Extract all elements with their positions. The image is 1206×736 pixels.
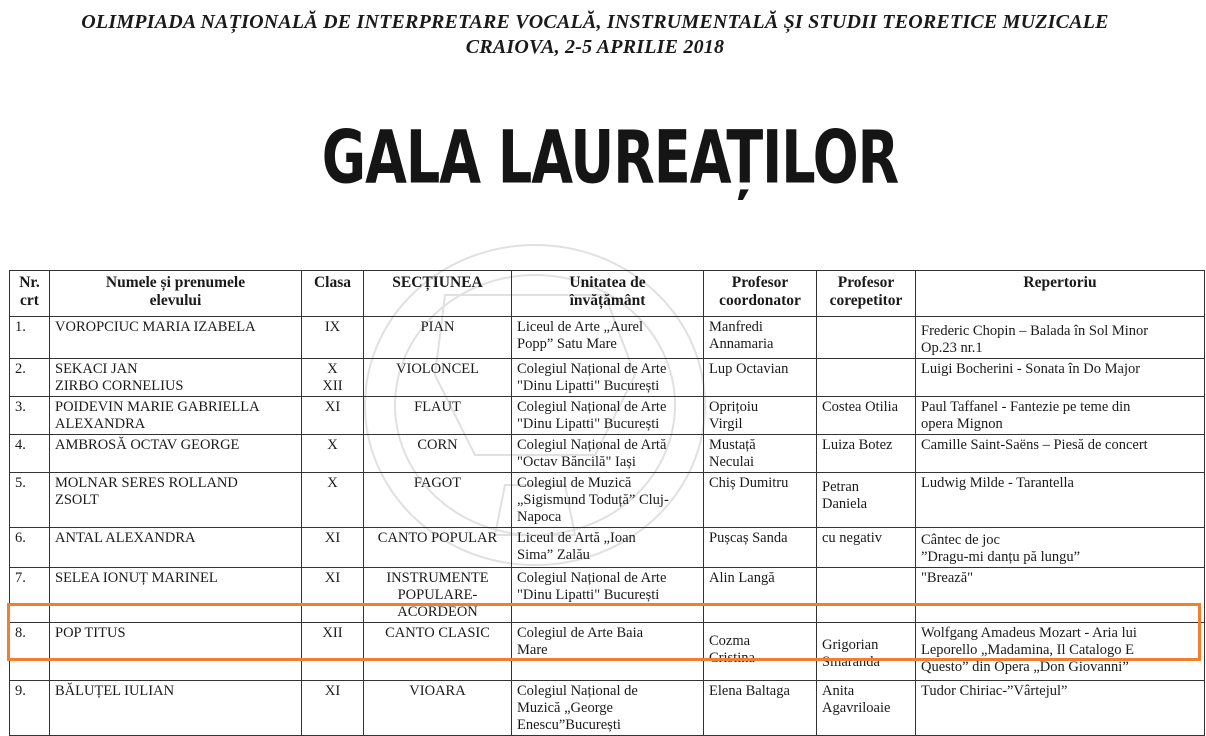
cell-sectiunea-line: FLAUT <box>414 399 461 415</box>
cell-repertoriu-line: Tudor Chiriac-”Vârtejul” <box>921 683 1068 699</box>
cell-coordonator-line: Manfredi <box>709 319 763 335</box>
cell-clasa <box>302 359 364 397</box>
header-repertoriu-line: Repertoriu <box>1023 274 1097 291</box>
cell-nr: 1. <box>10 317 50 359</box>
cell-nr: 5. <box>10 473 50 528</box>
cell-nr: 2. <box>10 359 50 397</box>
cell-clasa <box>302 435 364 473</box>
cell-unitatea-line: Enescu”București <box>517 717 621 733</box>
cell-repertoriu-line: Questo” din Opera „Don Giovanni” <box>921 659 1129 675</box>
cell-coordonator <box>704 681 817 736</box>
header-corepetitor <box>817 271 916 317</box>
header-name <box>50 271 302 317</box>
header-unitatea <box>512 271 704 317</box>
cell-coordonator <box>704 359 817 397</box>
cell-corepetitor <box>817 623 916 681</box>
cell-corepetitor-line: Agavriloaie <box>822 700 891 716</box>
cell-unitatea-line: Liceul de Arte „Aurel <box>517 319 644 335</box>
cell-sectiunea <box>364 528 512 568</box>
cell-coordonator-line: Virgil <box>709 416 743 432</box>
cell-name <box>50 317 302 359</box>
header-coordonator-line: Profesor <box>731 274 789 291</box>
cell-nr: 6. <box>10 528 50 568</box>
cell-sectiunea-line: INSTRUMENTE <box>386 570 489 586</box>
cell-repertoriu <box>916 681 1205 736</box>
cell-repertoriu <box>916 317 1205 359</box>
header-clasa-line: Clasa <box>313 274 352 291</box>
header-corepetitor-line: Profesor <box>837 274 895 291</box>
cell-sectiunea-line: CANTO CLASIC <box>385 625 490 641</box>
cell-unitatea <box>512 681 704 736</box>
cell-clasa-line: X <box>327 361 338 377</box>
cell-clasa <box>302 681 364 736</box>
cell-corepetitor <box>817 435 916 473</box>
header-sectiunea <box>364 271 512 317</box>
cell-unitatea-line: Colegiul de Arte Baia <box>517 625 644 641</box>
cell-clasa-line: X <box>327 437 338 453</box>
cell-coordonator <box>704 435 817 473</box>
cell-name <box>50 528 302 568</box>
cell-name <box>50 359 302 397</box>
header-name-line: Numele și prenumele <box>105 274 246 291</box>
cell-clasa <box>302 568 364 623</box>
cell-coordonator <box>704 473 817 528</box>
cell-repertoriu-line: Camille Saint-Saëns – Piesă de concert <box>921 437 1148 453</box>
cell-sectiunea-line: CANTO POPULAR <box>377 530 498 546</box>
cell-name <box>50 473 302 528</box>
cell-repertoriu <box>916 397 1205 435</box>
cell-unitatea-line: Liceul de Artă „Ioan <box>517 530 636 546</box>
header-unitatea-line: învățământ <box>569 292 646 309</box>
cell-coordonator-line: Lup Octavian <box>709 361 789 377</box>
cell-coordonator-line: Cristina <box>709 650 755 666</box>
cell-clasa-line: XII <box>322 625 343 641</box>
cell-sectiunea <box>364 317 512 359</box>
cell-unitatea <box>512 317 704 359</box>
cell-corepetitor-line: Smaranda <box>822 654 880 670</box>
cell-clasa <box>302 528 364 568</box>
header-coordonator <box>704 271 817 317</box>
cell-unitatea <box>512 397 704 435</box>
cell-unitatea-line: "Dinu Lipatti" București <box>517 587 660 603</box>
cell-corepetitor-line: Luiza Botez <box>822 437 893 453</box>
cell-name-line: ZIRBO CORNELIUS <box>55 378 184 394</box>
cell-sectiunea-line: VIOLONCEL <box>396 361 479 377</box>
cell-unitatea <box>512 568 704 623</box>
cell-clasa <box>302 397 364 435</box>
cell-repertoriu-line: Frederic Chopin – Balada în Sol Minor <box>921 323 1149 339</box>
cell-unitatea-line: Popp” Satu Mare <box>517 336 617 352</box>
cell-nr: 9. <box>10 681 50 736</box>
cell-corepetitor <box>817 681 916 736</box>
cell-name-line: ANTAL ALEXANDRA <box>55 530 196 546</box>
cell-nr: 8. <box>10 623 50 681</box>
cell-sectiunea-line: FAGOT <box>413 475 462 491</box>
cell-coordonator-line: Cozma <box>709 633 751 649</box>
cell-corepetitor <box>817 317 916 359</box>
header-clasa <box>302 271 364 317</box>
cell-unitatea-line: Colegiul Național de Artă <box>517 437 667 453</box>
table-row <box>10 568 1205 623</box>
table-row <box>10 317 1205 359</box>
table-row <box>10 359 1205 397</box>
cell-corepetitor <box>817 528 916 568</box>
cell-coordonator <box>704 317 817 359</box>
cell-corepetitor-line: Grigorian <box>822 637 879 653</box>
table-header-row <box>10 271 1205 317</box>
header-nr <box>10 271 50 317</box>
cell-unitatea-line: Colegiul de Muzică <box>517 475 632 491</box>
cell-name <box>50 623 302 681</box>
cell-name-line: BĂLUȚEL IULIAN <box>55 683 175 699</box>
table-row <box>10 435 1205 473</box>
header-corepetitor-line: corepetitor <box>829 292 903 309</box>
cell-unitatea <box>512 473 704 528</box>
cell-coordonator-line: Annamaria <box>709 336 774 352</box>
cell-unitatea-line: Muzică „George <box>517 700 613 716</box>
cell-corepetitor-line: cu negativ <box>822 530 882 546</box>
cell-sectiunea-line: VIOARA <box>409 683 466 699</box>
cell-unitatea <box>512 359 704 397</box>
cell-coordonator <box>704 568 817 623</box>
cell-corepetitor-line: Anita <box>822 683 855 699</box>
cell-coordonator-line: Neculai <box>709 454 755 470</box>
cell-unitatea-line: Colegiul Național de <box>517 683 638 699</box>
cell-sectiunea-line: ACORDEON <box>397 604 478 620</box>
cell-repertoriu-line: Op.23 nr.1 <box>921 340 983 356</box>
cell-clasa-line: X <box>327 475 338 491</box>
cell-coordonator-line: Elena Baltaga <box>709 683 790 699</box>
cell-clasa-line: XI <box>324 399 341 415</box>
header-coordonator-line: coordonator <box>719 292 801 309</box>
cell-corepetitor <box>817 397 916 435</box>
cell-clasa-line: XI <box>324 683 341 699</box>
cell-repertoriu-line: Luigi Bocherini - Sonata în Do Major <box>921 361 1141 377</box>
cell-unitatea-line: Colegiul Național de Arte <box>517 399 667 415</box>
cell-nr: 4. <box>10 435 50 473</box>
cell-corepetitor-line: Daniela <box>822 496 868 512</box>
cell-name-line: POIDEVIN MARIE GABRIELLA <box>55 399 260 415</box>
cell-name-line: SELEA IONUȚ MARINEL <box>55 570 218 586</box>
cell-unitatea-line: Colegiul Național de Arte <box>517 361 667 377</box>
cell-repertoriu <box>916 528 1205 568</box>
page-title: GALA LAUREAȚILOR <box>321 114 899 200</box>
cell-clasa-line: XI <box>324 570 341 586</box>
cell-repertoriu-line: Ludwig Milde - Tarantella <box>921 475 1074 491</box>
cell-repertoriu <box>916 359 1205 397</box>
cell-unitatea-line: Mare <box>517 642 548 658</box>
cell-repertoriu <box>916 473 1205 528</box>
cell-name-line: AMBROSĂ OCTAV GEORGE <box>55 437 240 453</box>
cell-sectiunea <box>364 435 512 473</box>
cell-repertoriu-line: Wolfgang Amadeus Mozart - Aria lui <box>921 625 1137 641</box>
cell-name-line: MOLNAR SERES ROLLAND <box>55 475 238 491</box>
cell-repertoriu <box>916 568 1205 623</box>
cell-unitatea <box>512 528 704 568</box>
header-line-2: CRAIOVA, 2-5 APRILIE 2018 <box>465 36 725 58</box>
cell-coordonator <box>704 528 817 568</box>
laureates-table <box>9 270 1205 736</box>
cell-repertoriu <box>916 623 1205 681</box>
cell-unitatea-line: Sima” Zalău <box>517 547 590 563</box>
cell-coordonator-line: Mustață <box>709 437 756 453</box>
cell-nr: 3. <box>10 397 50 435</box>
cell-sectiunea <box>364 359 512 397</box>
header-nr-line: Nr. <box>19 274 40 291</box>
cell-clasa <box>302 473 364 528</box>
cell-clasa <box>302 623 364 681</box>
cell-name-line: ALEXANDRA <box>55 416 146 432</box>
header-sectiunea-line: SECȚIUNEA <box>392 274 483 291</box>
cell-coordonator-line: Pușcaș Sanda <box>709 530 788 546</box>
cell-unitatea-line: Napoca <box>517 509 562 525</box>
cell-coordonator <box>704 397 817 435</box>
cell-name-line: ZSOLT <box>55 492 99 508</box>
cell-clasa-line: IX <box>324 319 341 335</box>
cell-name <box>50 568 302 623</box>
cell-sectiunea-line: POPULARE- <box>397 587 478 603</box>
cell-corepetitor <box>817 359 916 397</box>
cell-sectiunea <box>364 623 512 681</box>
table-row <box>10 397 1205 435</box>
cell-repertoriu-line: Leporello „Madamina, Il Catalogo E <box>921 642 1134 658</box>
cell-sectiunea-line: CORN <box>417 437 458 453</box>
cell-coordonator-line: Alin Langă <box>709 570 775 586</box>
cell-sectiunea <box>364 473 512 528</box>
cell-repertoriu <box>916 435 1205 473</box>
cell-repertoriu-line: Paul Taffanel - Fantezie pe teme din <box>921 399 1131 415</box>
cell-coordonator <box>704 623 817 681</box>
cell-sectiunea <box>364 681 512 736</box>
table-row <box>10 528 1205 568</box>
cell-nr: 7. <box>10 568 50 623</box>
cell-clasa-line: XII <box>322 378 343 394</box>
cell-clasa-line: XI <box>324 530 341 546</box>
table-row <box>10 681 1205 736</box>
cell-unitatea-line: "Octav Băncilă" Iași <box>517 454 636 470</box>
cell-sectiunea-line: PIAN <box>420 319 455 335</box>
header-repertoriu <box>916 271 1205 317</box>
cell-coordonator-line: Chiș Dumitru <box>709 475 789 491</box>
cell-name-line: VOROPCIUC MARIA IZABELA <box>55 319 256 335</box>
cell-name <box>50 435 302 473</box>
cell-name-line: SEKACI JAN <box>55 361 138 377</box>
cell-corepetitor <box>817 473 916 528</box>
table-row <box>10 623 1205 681</box>
cell-corepetitor-line: Petran <box>822 479 860 495</box>
cell-name <box>50 681 302 736</box>
cell-sectiunea <box>364 568 512 623</box>
cell-coordonator-line: Oprițoiu <box>709 399 759 415</box>
cell-unitatea-line: Colegiul Național de Arte <box>517 570 667 586</box>
header-name-line: elevului <box>149 292 202 309</box>
cell-unitatea-line: „Sigismund Toduță” Cluj- <box>517 492 669 508</box>
cell-name-line: POP TITUS <box>55 625 126 641</box>
cell-repertoriu-line: opera Mignon <box>921 416 1003 432</box>
cell-unitatea-line: "Dinu Lipatti" București <box>517 416 660 432</box>
header-nr-line: crt <box>20 292 39 309</box>
cell-unitatea <box>512 623 704 681</box>
cell-clasa <box>302 317 364 359</box>
table-row <box>10 473 1205 528</box>
cell-name <box>50 397 302 435</box>
cell-corepetitor <box>817 568 916 623</box>
cell-corepetitor-line: Costea Otilia <box>822 399 899 415</box>
cell-unitatea <box>512 435 704 473</box>
cell-repertoriu-line: Cântec de joc <box>921 532 1000 548</box>
document-header <box>0 10 1190 60</box>
cell-repertoriu-line: ”Dragu-mi danțu pă lungu” <box>921 549 1081 565</box>
cell-repertoriu-line: "Brează" <box>921 570 974 586</box>
cell-sectiunea <box>364 397 512 435</box>
cell-unitatea-line: "Dinu Lipatti" București <box>517 378 660 394</box>
header-unitatea-line: Unitatea de <box>569 274 646 291</box>
header-line-1: OLIMPIADA NAȚIONALĂ DE INTERPRETARE VOCALĂ, INSTRUMENTALĂ ȘI STUDII TEORETICE MUZICALE <box>81 11 1109 33</box>
